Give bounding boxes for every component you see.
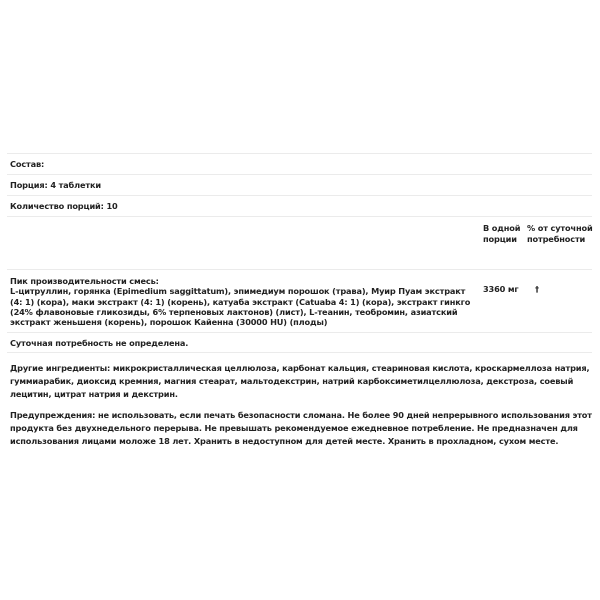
serving-size-row — [7, 174, 592, 195]
composition-row — [7, 153, 592, 174]
servings-per-container: Количество порций: 10 — [10, 201, 118, 211]
daily-value-footnote: Суточная потребность не определена. — [10, 338, 189, 348]
table-row — [7, 269, 592, 332]
table-header-row — [7, 216, 592, 269]
ingredient-daily-value: † — [535, 284, 539, 294]
other-ingredients: Другие ингредиенты: микрокристаллическая целлюлоза, карбонат кальция, стеариновая кислота, кроскармеллоза натрия, гуммиарабик, диоксид кремния, магния стеарат, мальтодекстрин, натрий карбоксиметилцеллюлоза, декстроза, соевый лецитин, цитрат натрия и декстрин. — [10, 363, 590, 399]
ingredient-description — [10, 276, 475, 327]
warnings: Предупреждения: не использовать, если печать безопасности сломана. Не более 90 дней непрерывного использования этот продукта без двухнедельного перерыва. Не превышать рекомендуемое ежедневное потребление. Не предназначен для использования лицами моложе 18 лет. Хранить в недоступном для детей месте. Хранить в прохладном, сухом месте. — [10, 410, 592, 446]
ingredient-amount: 3360 мг — [483, 284, 519, 294]
supplement-facts-table — [7, 153, 592, 353]
ingredient-list: L-цитруллин, горянка (Epimedium saggittatum), эпимедиум порошок (трава), Муир Пуам экстракт (4: 1) (кора), маки экстракт (4: 1) (корень), катуаба экстракт (Catuaba 4: 1) (кора), экстракт гинкго (24% флавоновые гликозиды, 6% терпеновых лактонов) (лист), L-теанин, теобромин, азиатский экстракт женьшеня (корень), порошок Кайенна (30000 HU) (плоды) — [10, 286, 471, 328]
serving-size: Порция: 4 таблетки — [10, 180, 101, 190]
header-amount-per-serving: В одной порции — [483, 223, 521, 244]
footnote-row — [7, 332, 592, 353]
ingredient-name: Пик производительности смесь: — [10, 276, 159, 286]
header-daily-value: % от суточной потребности — [527, 223, 593, 244]
composition-label: Состав: — [10, 159, 45, 169]
servings-per-container-row — [7, 195, 592, 216]
